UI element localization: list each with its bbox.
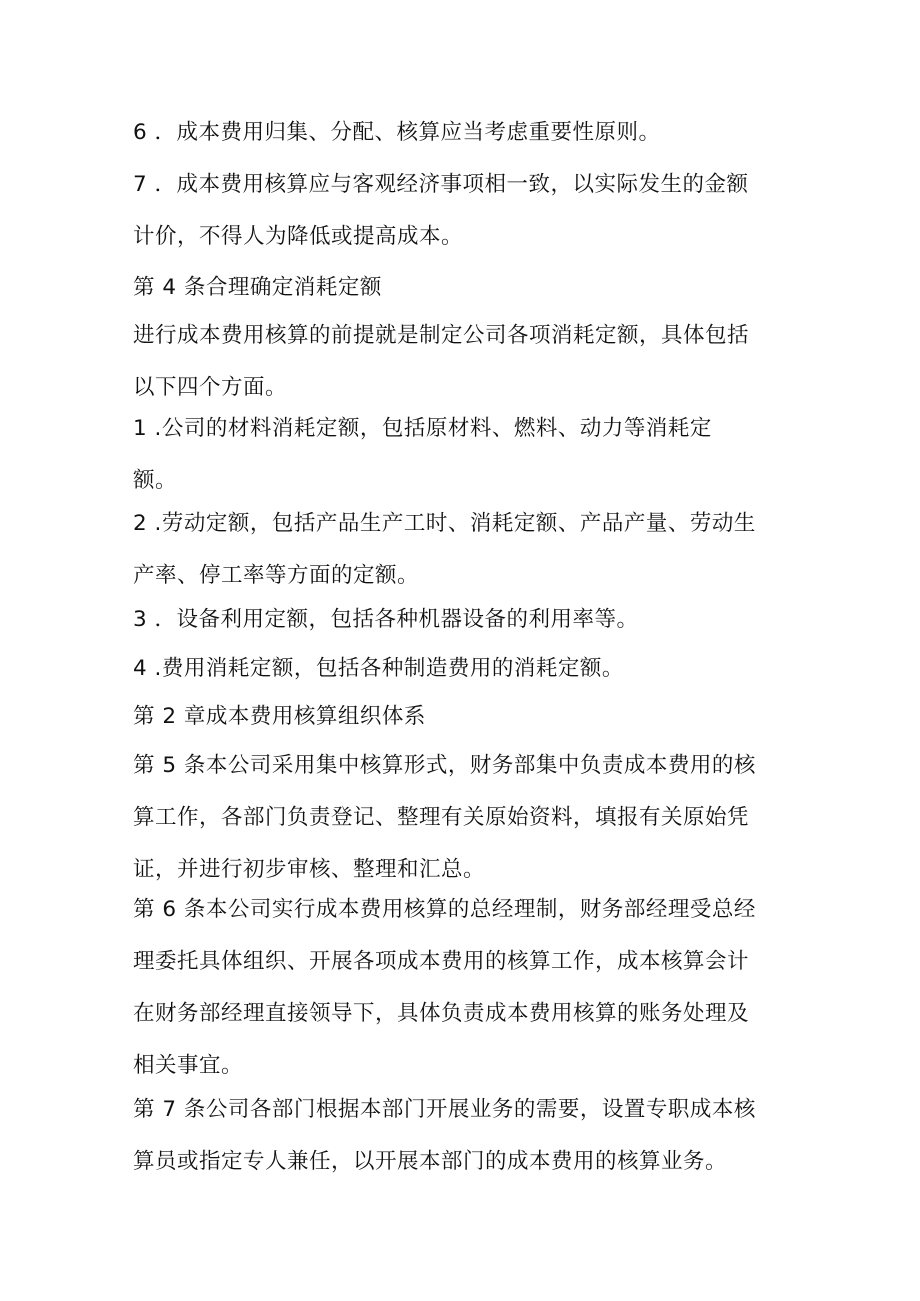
text-line: 以下四个方面。 bbox=[133, 375, 288, 400]
text-line: 在财务部经理直接领导下，具体负责成本费用核算的账务处理及 bbox=[133, 1001, 750, 1026]
list-item-7 bbox=[133, 159, 793, 263]
text-line: 证，并进行初步审核、整理和汇总。 bbox=[133, 857, 486, 882]
quota-item-1 bbox=[133, 403, 793, 507]
article-7 bbox=[133, 1084, 793, 1188]
article-5 bbox=[133, 740, 793, 896]
text-line: 第 2 章成本费用核算组织体系 bbox=[133, 704, 426, 729]
text-line: 第 6 条本公司实行成本费用核算的总经理制，财务部经理受总经 bbox=[133, 897, 756, 922]
quota-item-4 bbox=[133, 643, 793, 695]
text-line: 4 .费用消耗定额，包括各种制造费用的消耗定额。 bbox=[133, 656, 624, 681]
text-line: 进行成本费用核算的前提就是制定公司各项消耗定额，具体包括 bbox=[133, 323, 750, 348]
text-line: 3 ．设备利用定额，包括各种机器设备的利用率等。 bbox=[133, 607, 639, 632]
text-line: 额。 bbox=[133, 468, 178, 493]
text-line: 算工作，各部门负责登记、整理有关原始资料，填报有关原始凭 bbox=[133, 805, 750, 830]
text-line: 产率、停工率等方面的定额。 bbox=[133, 563, 420, 588]
article-4-heading bbox=[133, 262, 793, 314]
article-6 bbox=[133, 884, 793, 1092]
article-4-intro bbox=[133, 310, 793, 414]
text-line: 计价，不得人为降低或提高成本。 bbox=[133, 224, 464, 249]
text-line: 第 7 条公司各部门根据本部门开展业务的需要，设置专职成本核 bbox=[133, 1097, 756, 1122]
chapter-2-heading bbox=[133, 691, 793, 743]
list-item-6 bbox=[133, 107, 793, 159]
text-line: 1 .公司的材料消耗定额，包括原材料、燃料、动力等消耗定 bbox=[133, 416, 712, 441]
text-line: 6 ．成本费用归集、分配、核算应当考虑重要性原则。 bbox=[133, 120, 661, 145]
text-line: 算员或指定专人兼任，以开展本部门的成本费用的核算业务。 bbox=[133, 1149, 728, 1174]
text-line: 第 4 条合理确定消耗定额 bbox=[133, 275, 382, 300]
text-line: 第 5 条本公司采用集中核算形式，财务部集中负责成本费用的核 bbox=[133, 753, 756, 778]
text-line: 2 .劳动定额，包括产品生产工时、消耗定额、产品产量、劳动生 bbox=[133, 511, 756, 536]
text-line: 理委托具体组织、开展各项成本费用的核算工作，成本核算会计 bbox=[133, 949, 750, 974]
quota-item-3 bbox=[133, 594, 793, 646]
quota-item-2 bbox=[133, 498, 793, 602]
text-line: 相关事宜。 bbox=[133, 1053, 244, 1078]
text-line: 7 ．成本费用核算应与客观经济事项相一致，以实际发生的金额 bbox=[133, 172, 749, 197]
